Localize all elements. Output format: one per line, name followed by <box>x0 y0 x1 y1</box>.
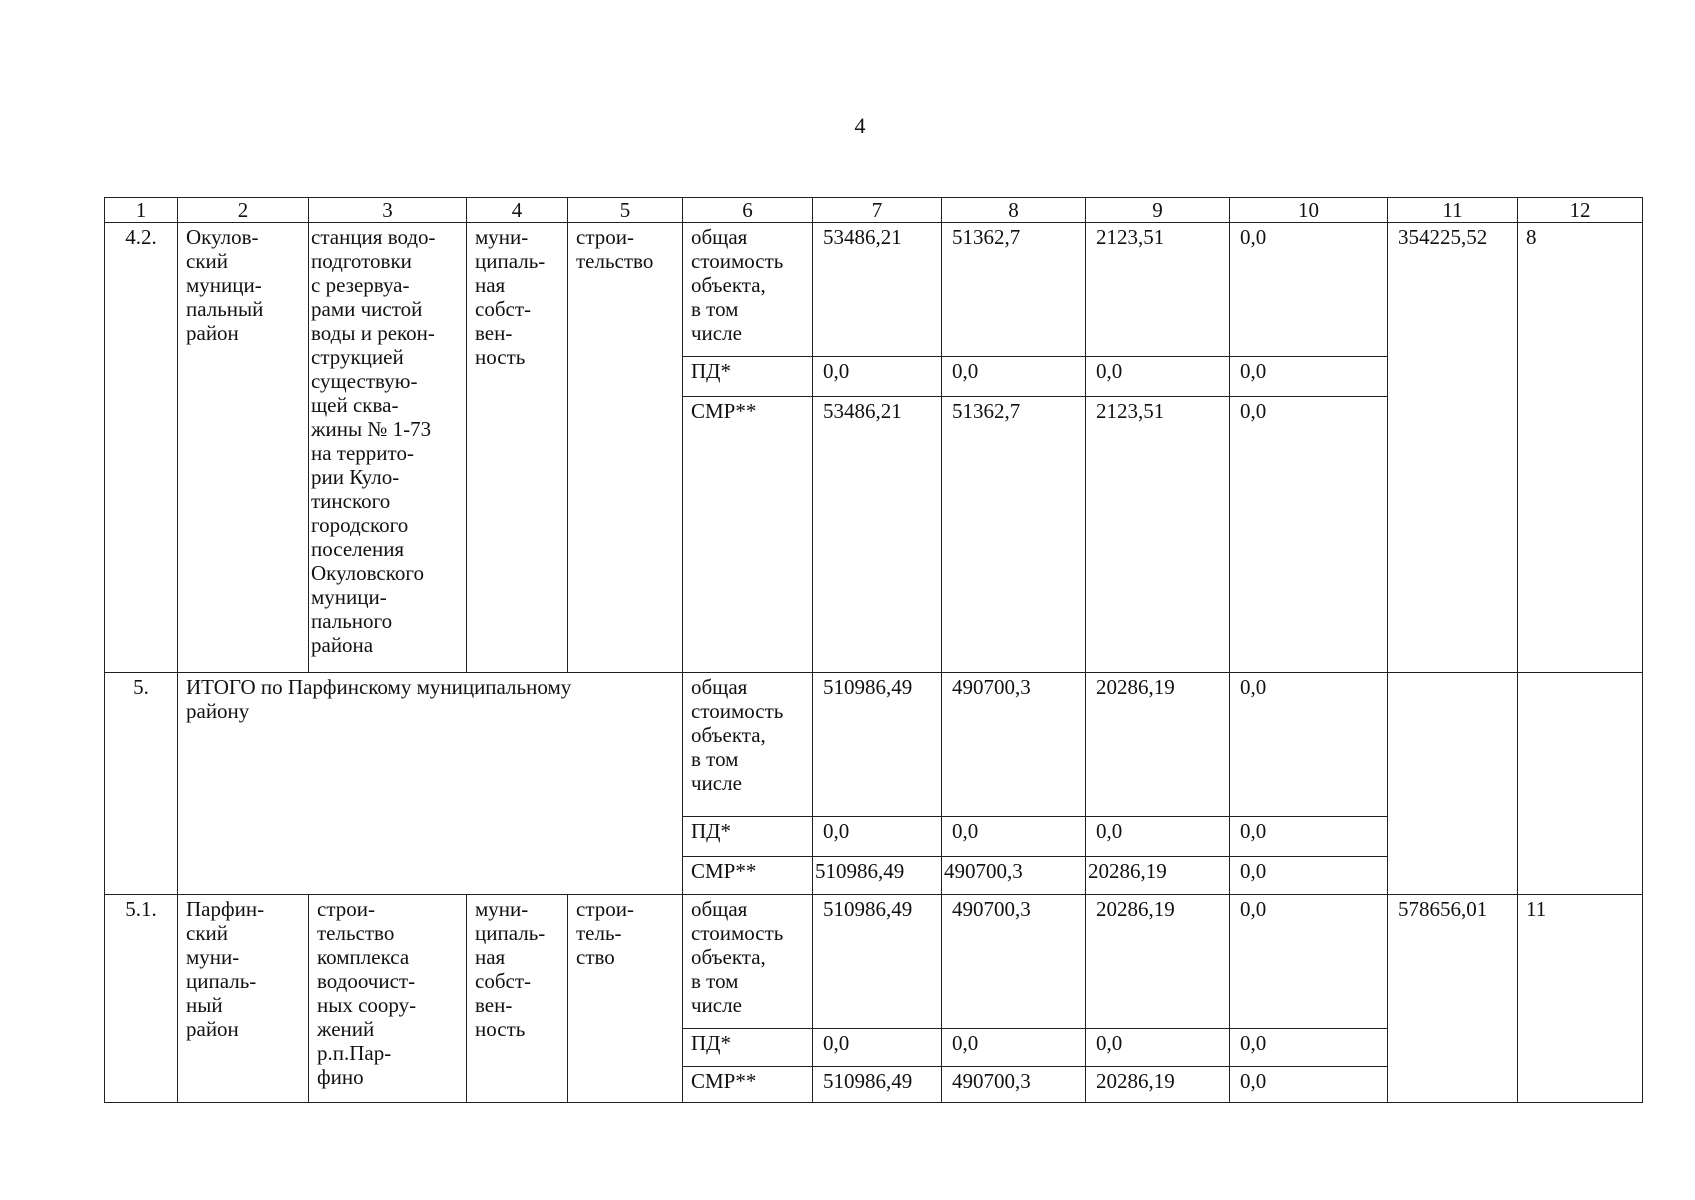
header-row <box>105 198 1643 223</box>
value-cell: 0,0 <box>1230 223 1388 357</box>
page-number: 4 <box>854 113 866 138</box>
value-cell: 20286,19 <box>1086 857 1230 895</box>
row-number: 5.1. <box>105 895 178 1103</box>
value-cell: 0,0 <box>1086 817 1230 857</box>
value-cell: 0,0 <box>1230 895 1388 1029</box>
value-cell: 20286,19 <box>1086 673 1230 817</box>
work-type-cell: строи- тель- ство <box>568 895 683 1103</box>
value-cell: 53486,21 <box>813 223 942 357</box>
value-cell: 20286,19 <box>1086 1067 1230 1103</box>
cost-label: СМР** <box>683 857 813 895</box>
value-cell: 2123,51 <box>1086 223 1230 357</box>
value-cell: 0,0 <box>1230 673 1388 817</box>
header-cell: 10 <box>1230 198 1388 223</box>
header-cell: 1 <box>105 198 178 223</box>
header-cell: 12 <box>1518 198 1643 223</box>
value-cell: 510986,49 <box>813 895 942 1029</box>
value-cell: 11 <box>1518 895 1643 1103</box>
table-row <box>105 895 1643 1029</box>
value-cell: 490700,3 <box>942 895 1086 1029</box>
table-row <box>105 223 1643 357</box>
value-cell: 51362,7 <box>942 223 1086 357</box>
empty-cell <box>1388 673 1518 895</box>
work-type-cell: строи- тельство <box>568 223 683 673</box>
value-cell: 490700,3 <box>942 673 1086 817</box>
header-cell: 9 <box>1086 198 1230 223</box>
header-cell: 8 <box>942 198 1086 223</box>
ownership-cell: муни- ципаль- ная собст- вен- ность <box>467 223 568 673</box>
value-cell: 2123,51 <box>1086 397 1230 673</box>
header-cell: 3 <box>309 198 467 223</box>
header-cell: 11 <box>1388 198 1518 223</box>
district-cell: Парфин- ский муни- ципаль- ный район <box>178 895 309 1103</box>
row-number: 4.2. <box>105 223 178 673</box>
value-cell: 0,0 <box>942 1029 1086 1067</box>
value-cell: 0,0 <box>1230 397 1388 673</box>
value-cell: 490700,3 <box>942 857 1086 895</box>
value-cell: 0,0 <box>1086 357 1230 397</box>
value-cell: 0,0 <box>813 1029 942 1067</box>
total-title: ИТОГО по Парфинскому муниципальному району <box>178 673 683 895</box>
value-cell: 354225,52 <box>1388 223 1518 673</box>
header-cell: 4 <box>467 198 568 223</box>
value-cell: 578656,01 <box>1388 895 1518 1103</box>
value-cell: 0,0 <box>1230 357 1388 397</box>
cost-label: ПД* <box>683 1029 813 1067</box>
value-cell: 0,0 <box>1230 1029 1388 1067</box>
cost-label: общая стоимость объекта, в том числе <box>683 673 813 817</box>
value-cell: 510986,49 <box>813 857 942 895</box>
row-number: 5. <box>105 673 178 895</box>
value-cell: 0,0 <box>942 817 1086 857</box>
data-table <box>104 197 1643 1103</box>
cost-label: ПД* <box>683 817 813 857</box>
ownership-cell: муни- ципаль- ная собст- вен- ность <box>467 895 568 1103</box>
header-cell: 2 <box>178 198 309 223</box>
object-cell: станция водо- подготовки с резервуа- рами чистой воды и рекон- струкцией существую- щей сква- жины № 1-73 на террито- рии Куло- тинского городского поселения Окуловского муници- пального района <box>309 223 467 673</box>
header-cell: 5 <box>568 198 683 223</box>
value-cell: 53486,21 <box>813 397 942 673</box>
value-cell: 0,0 <box>942 357 1086 397</box>
table-row <box>105 673 1643 817</box>
value-cell: 490700,3 <box>942 1067 1086 1103</box>
value-cell: 51362,7 <box>942 397 1086 673</box>
value-cell: 20286,19 <box>1086 895 1230 1029</box>
value-cell: 0,0 <box>1230 1067 1388 1103</box>
value-cell: 0,0 <box>813 817 942 857</box>
district-cell: Окулов- ский муници- пальный район <box>178 223 309 673</box>
cost-label: СМР** <box>683 397 813 673</box>
header-cell: 6 <box>683 198 813 223</box>
cost-label: СМР** <box>683 1067 813 1103</box>
value-cell: 0,0 <box>813 357 942 397</box>
object-cell: строи- тельство комплекса водоочист- ных соору- жений р.п.Пар- фино <box>309 895 467 1103</box>
cost-label: общая стоимость объекта, в том числе <box>683 895 813 1029</box>
empty-cell <box>1518 673 1643 895</box>
value-cell: 0,0 <box>1230 857 1388 895</box>
value-cell: 0,0 <box>1086 1029 1230 1067</box>
cost-label: ПД* <box>683 357 813 397</box>
header-cell: 7 <box>813 198 942 223</box>
cost-label: общая стоимость объекта, в том числе <box>683 223 813 357</box>
value-cell: 8 <box>1518 223 1643 673</box>
value-cell: 510986,49 <box>813 673 942 817</box>
value-cell: 510986,49 <box>813 1067 942 1103</box>
value-cell: 0,0 <box>1230 817 1388 857</box>
